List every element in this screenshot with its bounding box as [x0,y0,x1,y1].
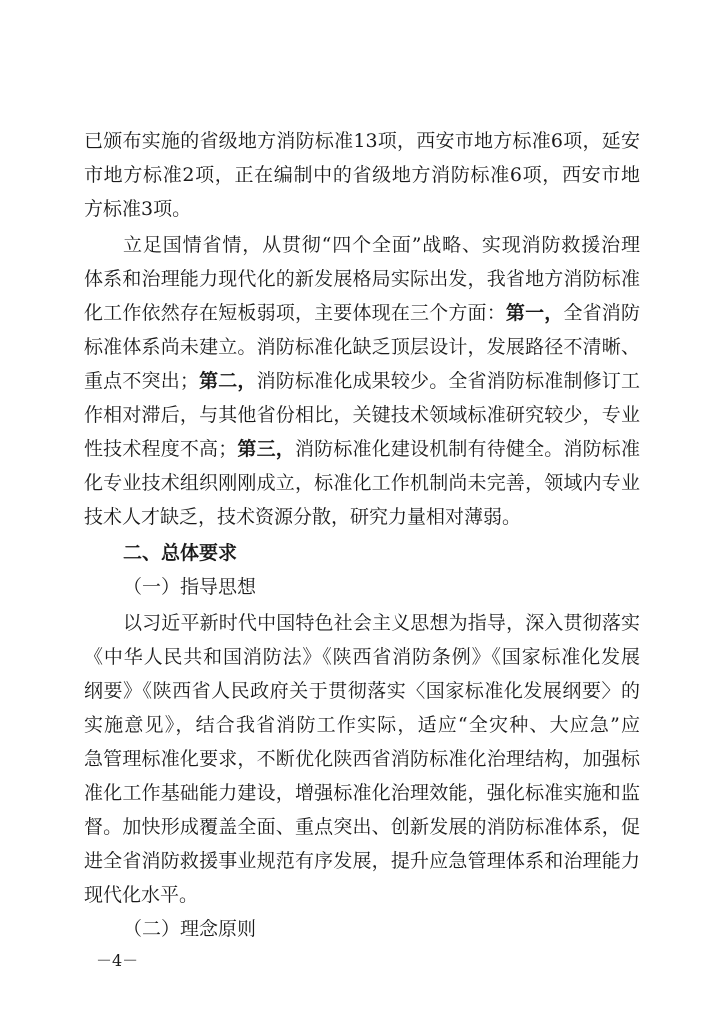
text-run: 全省消防 [563,302,640,324]
paragraph-line: 标准体系尚未建立。消防标准化缺乏顶层设计，发展路径不清晰、 [84,336,640,358]
paragraph-line: 以习近平新时代中国特色社会主义思想为指导，深入贯彻落实 [123,612,640,634]
paragraph-line: 《中华人民共和国消防法》《陕西省消防条例》《国家标准化发展 [84,646,640,668]
text-run: 消防标准化成果较少。全省消防标准制修订工 [256,370,640,392]
paragraph-line: 已颁布实施的省级地方消防标准13项，西安市地方标准6项，延安 [84,130,640,152]
paragraph-line: 纲要》《陕西省人民政府关于贯彻落实〈国家标准化发展纲要〉的 [84,680,640,702]
paragraph-line: 实施意见》，结合我省消防工作实际，适应“全灾种、大应急”应 [84,714,640,736]
bold-text-run: 第一， [505,302,564,324]
section-heading: 二、总体要求 [123,542,238,564]
paragraph-line [84,432,640,466]
text-run: 重点不突出； [84,370,199,392]
paragraph-line: 现代化水平。 [84,884,199,906]
paragraph-line: 作相对滞后，与其他省份相比，关键技术领域标准研究较少，专业 [84,404,640,426]
bold-text-run: 第三， [237,438,295,460]
paragraph-line: 化专业技术组织刚刚成立，标准化工作机制尚未完善，领域内专业 [84,472,640,494]
paragraph-line: 进全省消防救援事业规范有序发展，提升应急管理体系和治理能力 [84,850,640,872]
text-run: 性技术程度不高； [84,438,238,460]
page-number: －4－ [96,951,139,970]
paragraph-line: 督。加快形成覆盖全面、重点突出、创新发展的消防标准体系，促 [84,816,640,838]
paragraph-line: 技术人才缺乏，技术资源分散，研究力量相对薄弱。 [84,506,522,528]
paragraph-line: 立足国情省情，从贯彻“四个全面”战略、实现消防救援治理 [123,234,640,256]
paragraph-line: 急管理标准化要求，不断优化陕西省消防标准化治理结构，加强标 [84,748,640,770]
paragraph-line: 市地方标准2项，正在编制中的省级地方消防标准6项，西安市地 [84,164,640,186]
subsection-heading: （二）理念原则 [123,918,257,940]
paragraph-line: 体系和治理能力现代化的新发展格局实际出发，我省地方消防标准 [84,268,640,290]
text-run: 化工作依然存在短板弱项，主要体现在三个方面： [84,302,506,324]
subsection-heading: （一）指导思想 [123,576,257,598]
text-run: 消防标准化建设机制有待健全。消防标准 [294,438,640,460]
paragraph-line: 方标准3项。 [84,198,192,220]
paragraph-line [84,364,640,398]
paragraph-line: 准化工作基础能力建设，增强标准化治理效能，强化标准实施和监 [84,782,640,804]
paragraph-line [84,296,640,330]
bold-text-run: 第二， [198,370,257,392]
